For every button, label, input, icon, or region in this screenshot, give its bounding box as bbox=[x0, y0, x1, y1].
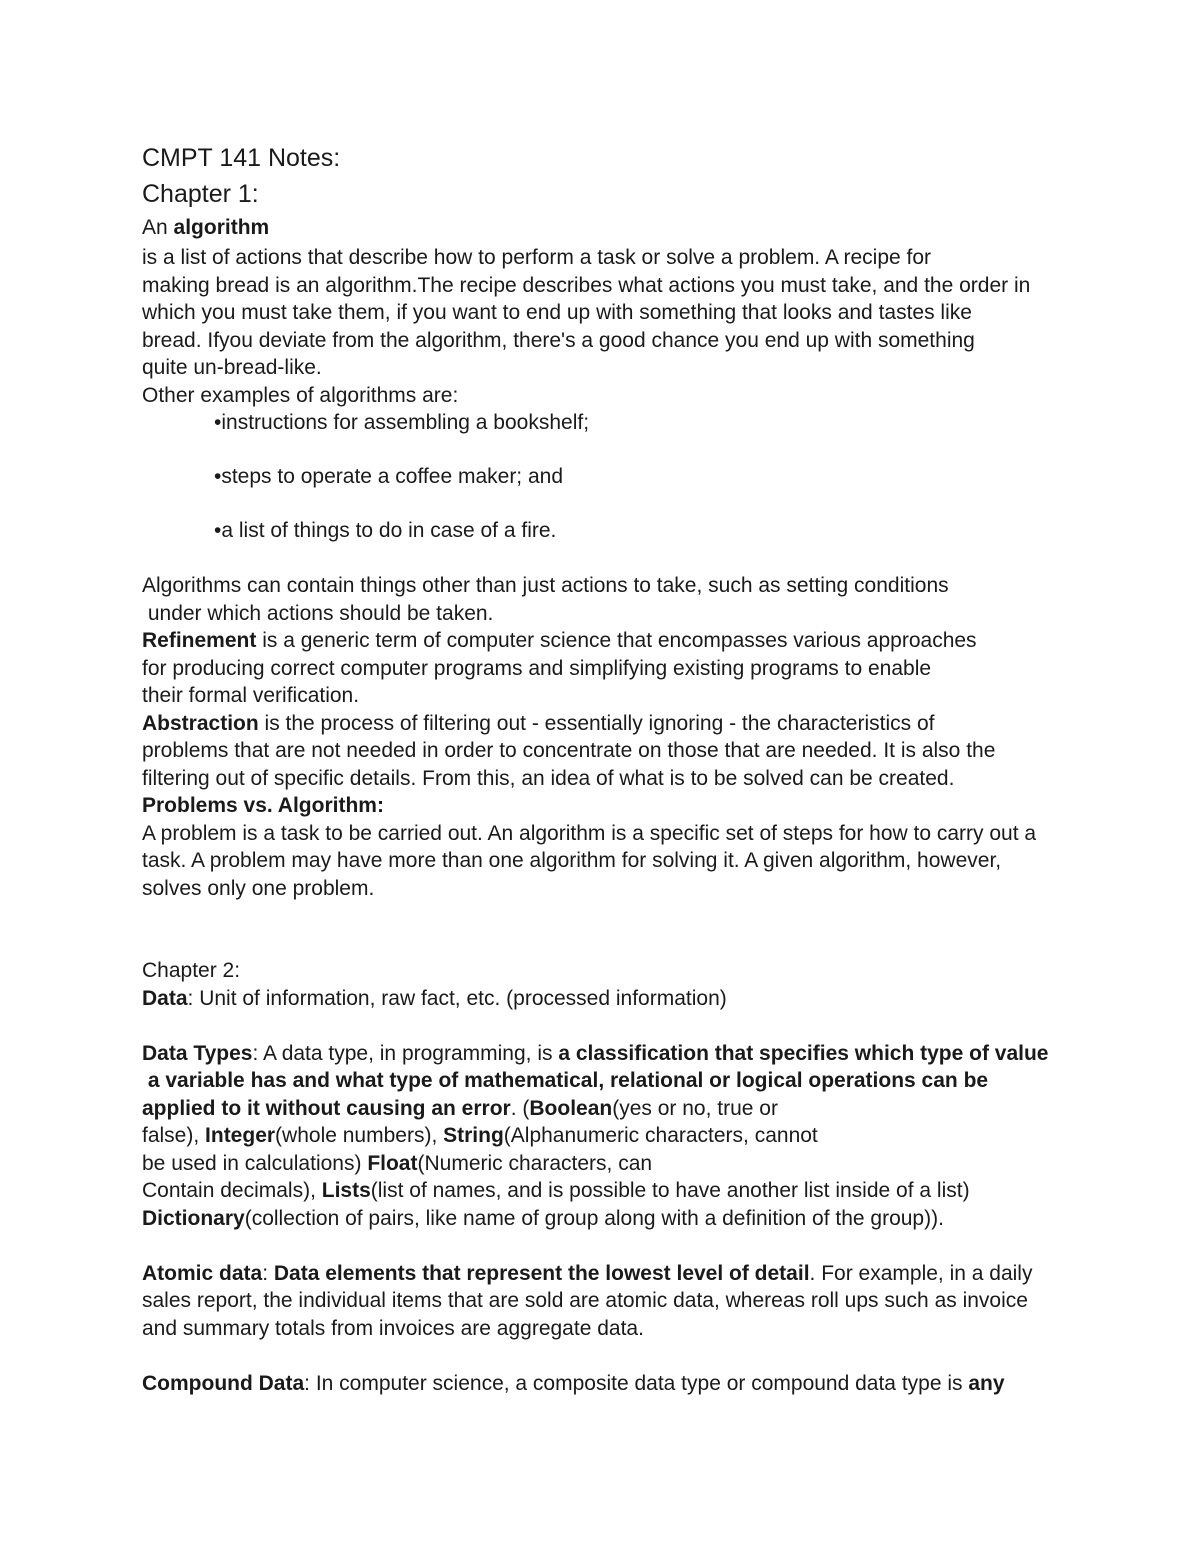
algorithm-line: making bread is an algorithm.The recipe describes what actions you must take, and the order in bbox=[142, 273, 1031, 297]
float-term: Float bbox=[367, 1151, 418, 1175]
data-types-line: Contain decimals), Lists(list of names, and is possible to have another list inside of a list) bbox=[142, 1179, 970, 1202]
chapter-1-heading: Chapter 1: bbox=[142, 180, 259, 208]
data-types-line: Data Types: A data type, in programming, is a classification that specifies which type of value bbox=[142, 1041, 1049, 1065]
data-types-line: false), Integer(whole numbers), String(Alphanumeric characters, cannot bbox=[142, 1124, 818, 1147]
algorithm-lead: An algorithm bbox=[142, 216, 270, 239]
problems-heading: Problems vs. Algorithm: bbox=[142, 794, 384, 817]
refinement-line: Refinement is a generic term of computer science that encompasses various approaches bbox=[142, 629, 977, 652]
atomic-line: Atomic data: Data elements that represent the lowest level of detail. For example, in a daily bbox=[142, 1261, 1033, 1285]
bullet-item: •steps to operate a coffee maker; and bbox=[214, 465, 564, 488]
algorithm-line: which you must take them, if you want to end up with something that looks and tastes like bbox=[142, 301, 972, 324]
atomic-term: Atomic data bbox=[142, 1261, 263, 1285]
data-types-line: a variable has and what type of mathematical, relational or logical operations can be bbox=[142, 1069, 989, 1092]
problems-line: A problem is a task to be carried out. An algorithm is a specific set of steps for how to carry out a bbox=[142, 821, 1037, 845]
refinement-line: for producing correct computer programs and simplifying existing programs to enable bbox=[142, 656, 932, 680]
conditions-line: under which actions should be taken. bbox=[142, 601, 494, 625]
string-term: String bbox=[443, 1124, 504, 1147]
compound-line: Compound Data: In computer science, a composite data type or compound data type is any bbox=[142, 1371, 1005, 1395]
compound-term: Compound Data bbox=[142, 1371, 305, 1395]
integer-term: Integer bbox=[205, 1124, 276, 1147]
spacer bbox=[142, 1232, 1192, 1260]
bullet-item: •instructions for assembling a bookshelf; bbox=[214, 411, 590, 434]
dictionary-term: Dictionary bbox=[142, 1206, 245, 1230]
abstraction-line: filtering out of specific details. From this, an idea of what is to be solved can be created. bbox=[142, 766, 955, 790]
refinement-term: Refinement bbox=[142, 629, 257, 652]
refinement-line: their formal verification. bbox=[142, 684, 360, 707]
atomic-line: and summary totals from invoices are aggregate data. bbox=[142, 1316, 644, 1340]
problems-line: solves only one problem. bbox=[142, 876, 375, 900]
document-title: CMPT 141 Notes: bbox=[142, 144, 341, 172]
bullet-item: •a list of things to do in case of a fire. bbox=[214, 519, 557, 542]
abstraction-term: Abstraction bbox=[142, 711, 259, 735]
conditions-line: Algorithms can contain things other than just actions to take, such as setting conditions bbox=[142, 574, 949, 597]
examples-intro: Other examples of algorithms are: bbox=[142, 383, 459, 407]
algorithm-line: quite un-bread-like. bbox=[142, 356, 322, 379]
algorithm-term: algorithm bbox=[173, 216, 270, 239]
document-page bbox=[142, 140, 1192, 1397]
spacer bbox=[142, 902, 1192, 957]
data-term: Data bbox=[142, 986, 188, 1010]
spacer bbox=[142, 1012, 1192, 1040]
data-types-line: be used in calculations) Float(Numeric characters, can bbox=[142, 1151, 653, 1175]
algorithm-line: is a list of actions that describe how to perform a task or solve a problem. A recipe for bbox=[142, 246, 932, 269]
problems-line: task. A problem may have more than one algorithm for solving it. A given algorithm, however, bbox=[142, 849, 1002, 872]
lists-term: Lists bbox=[321, 1179, 371, 1202]
spacer bbox=[142, 1342, 1192, 1370]
data-types-term: Data Types bbox=[142, 1041, 253, 1065]
abstraction-line: problems that are not needed in order to concentrate on those that are needed. It is also the bbox=[142, 739, 996, 762]
data-types-line: Dictionary(collection of pairs, like name of group along with a definition of the group)). bbox=[142, 1206, 944, 1230]
data-types-line: applied to it without causing an error. (Boolean(yes or no, true or bbox=[142, 1096, 778, 1120]
atomic-line: sales report, the individual items that are sold are atomic data, whereas roll ups such as invoice bbox=[142, 1289, 1028, 1312]
algorithm-line: bread. Ifyou deviate from the algorithm, there's a good chance you end up with something bbox=[142, 328, 975, 352]
boolean-term: Boolean bbox=[529, 1096, 613, 1120]
abstraction-line: Abstraction is the process of filtering out - essentially ignoring - the characteristics of bbox=[142, 711, 935, 735]
chapter-2-heading: Chapter 2: bbox=[142, 959, 241, 982]
data-definition: Data: Unit of information, raw fact, etc. (processed information) bbox=[142, 986, 727, 1010]
